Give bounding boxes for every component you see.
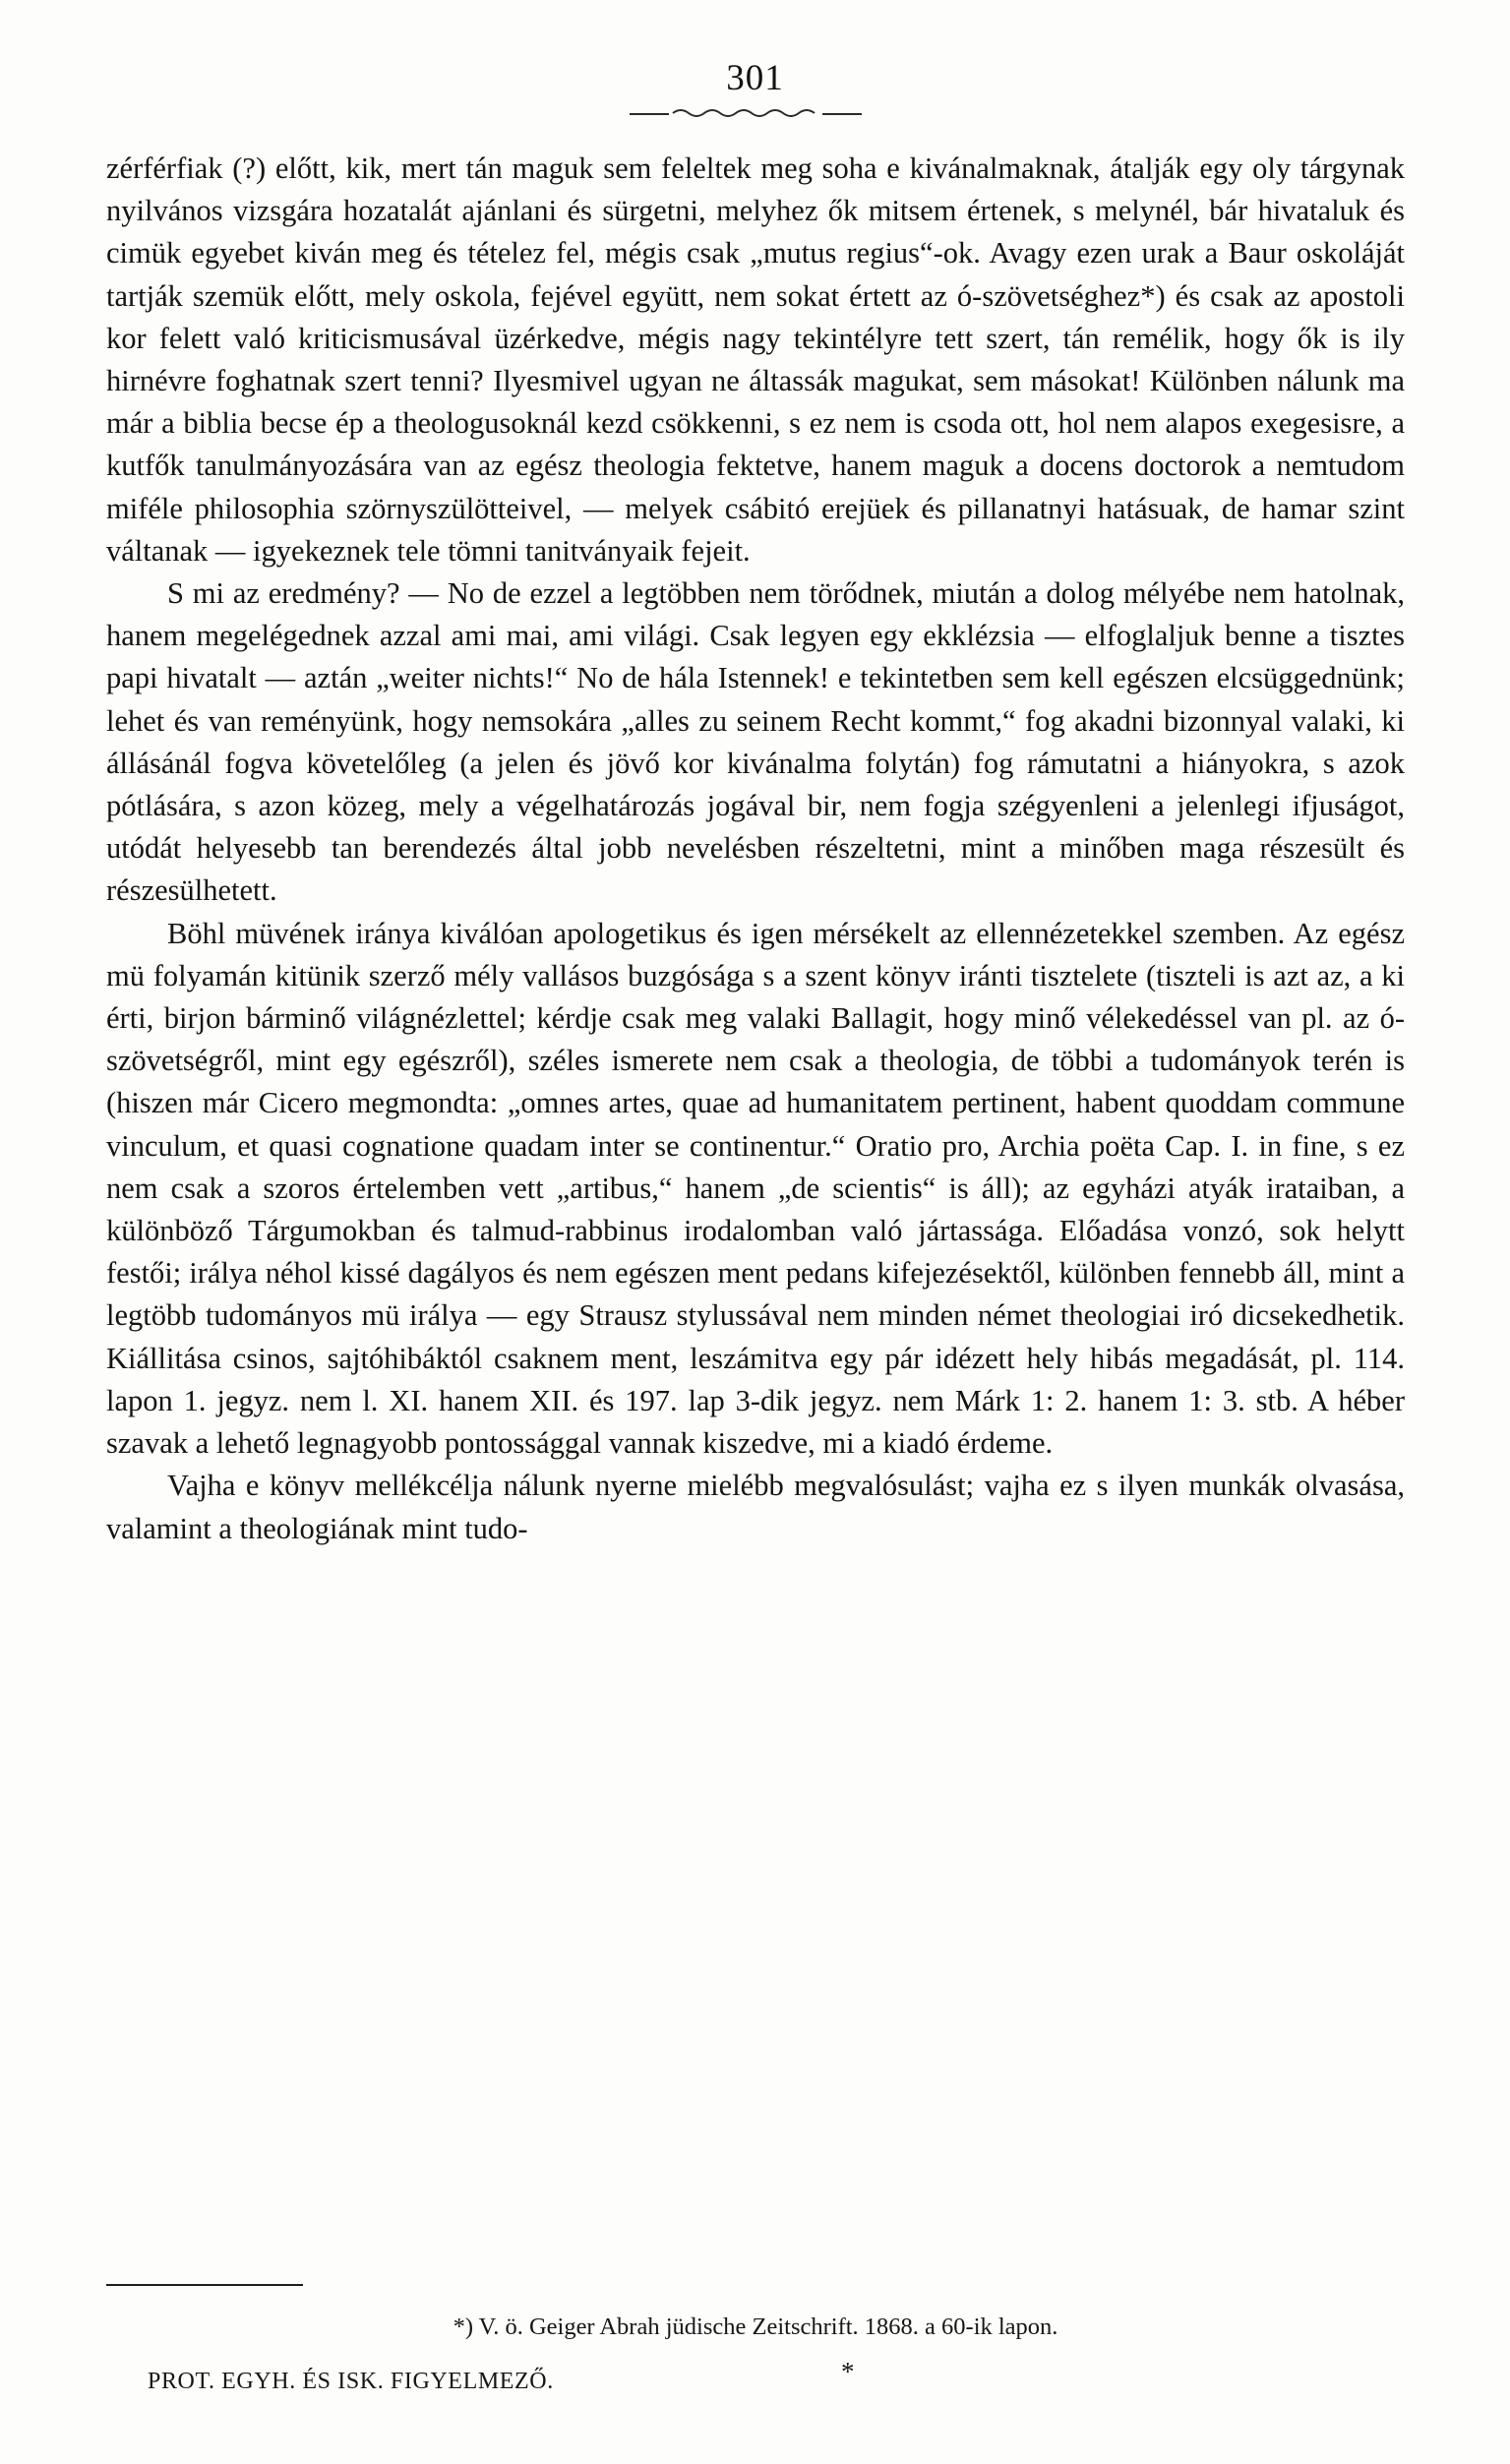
footnote-separator	[106, 2284, 303, 2286]
paragraph: Böhl müvének iránya kiválóan apologetikus és igen mérsékelt az ellennézetekkel szemben. Az egész mü folyamán kitünik szerző mély vallásos buzgósága s a szent könyv iránti tisztelete (tiszteli is azt az, a ki érti, birjon bárminő világnézlettel; kérdje csak meg valaki Ballagit, hogy minő vélekedéssel van pl. az ó-szövetségről, mint egy egészről), széles ismerete nem csak a theologia, de többi a tudományok terén is (hiszen már Cicero megmondta: „omnes artes, quae ad humanitatem pertinent, habent quoddam commune vinculum, et quasi cognatione quadam inter se continentur.“ Oratio pro, Archia poëta Cap. I. in fine, s ez nem csak a szoros értelemben vett „artibus,“ hanem „de scientis“ is áll); az egyházi atyák irataiban, a különböző Tárgumokban és talmud-rabbinus irodalomban való jártassága. Előadása vonzó, sok helytt festői; irálya néhol kissé dagályos és nem egészen ment pedans kifejezésektől, különben fennebb áll, mint a legtöbb tudományos mü irálya — egy Strausz stylussával nem minden német theologiai iró dicsekedhetik. Kiállitása csinos, sajtóhibáktól csaknem ment, leszámitva egy pár idézett hely hibás megadását, pl. 114. lapon 1. jegyz. nem l. XI. hanem XII. és 197. lap 3-dik jegyz. nem Márk 1: 2. hanem 1: 3. stb. A héber szavak a lehető legnagyobb pontossággal vannak kiszedve, mi a kiadó érdeme.	[106, 916, 1405, 1461]
paragraph: zérférfiak (?) előtt, kik, mert tán maguk sem feleltek meg soha e kivánalmaknak, átalják egy oly tárgynak nyilvános vizsgára hozatalát ajánlani és sürgetni, melyhez ők mitsem értenek, s melynél, bár hivataluk és cimük egyebet kiván meg és tételez fel, mégis csak „mutus regius“-ok. Avagy ezen urak a Baur oskoláját tartják szemük előtt, mely oskola, fejével együtt, nem sokat értett az ó-szövetséghez*) és csak az apostoli kor felett való kriticismusával üzérkedve, mégis nagy tekintélyre tett szert, tán remélik, hogy ők is ily hirnévre foghatnak szert tenni? Ilyesmivel ugyan ne áltassák magukat, sem másokat! Különben nálunk ma már a biblia becse ép a theologusoknál kezd csökkenni, s ez nem is csoda ott, hol nem alapos exegesisre, a kutfők tanulmányozására van az egész theologia fektetve, hanem maguk a docens doctorok a nemtudom miféle philosophia szörnyszülötteivel, — melyek csábitó erejüek és pillanatnyi hatásuak, de hamar szint váltanak — igyekeznek tele tömni tanitványaik fejeit.	[106, 151, 1405, 568]
body-text-column	[106, 148, 1405, 1550]
wavy-rule-ornament	[630, 106, 885, 120]
paragraph: Vajha e könyv mellékcélja nálunk nyerne mielébb megvalósulást; vajha ez s ilyen munkák olvasása, valamint a theologiának mint tudo-	[106, 1469, 1405, 1545]
footnote-text: *) V. ö. Geiger Abrah jüdische Zeitschrift. 1868. a 60-ik lapon.	[453, 2314, 1058, 2340]
paragraph: S mi az eredmény? — No de ezzel a legtöbben nem törődnek, miután a dolog mélyébe nem hatolnak, hanem megelégednek azzal ami mai, ami világi. Csak legyen egy ekklézsia — elfoglaljuk benne a tisztes papi hivatalt — aztán „weiter nichts!“ No de hála Istennek! e tekintetben sem kell egészen elcsüggednünk; lehet és van reményünk, hogy nemsokára „alles zu seinem Recht kommt,“ fog akadni bizonnyal valaki, ki állásánál fogva követelőleg (a jelen és jövő kor kivánalma folytán) fog rámutatni a hiányokra, s azok pótlására, s azon közeg, mely a végelhatározás jogával bir, nem fogja szégyenleni a jelenlegi ifjuságot, utódát helyesebb tan berendezés által jobb nevelésben részeltetni, mint a minőben maga részesült és részesülhetett.	[106, 576, 1405, 908]
running-footer-title: PROT. EGYH. ÉS ISK. FIGYELMEZŐ.	[148, 2369, 554, 2394]
page-number: 301	[726, 58, 784, 98]
signature-mark: *	[841, 2357, 855, 2386]
